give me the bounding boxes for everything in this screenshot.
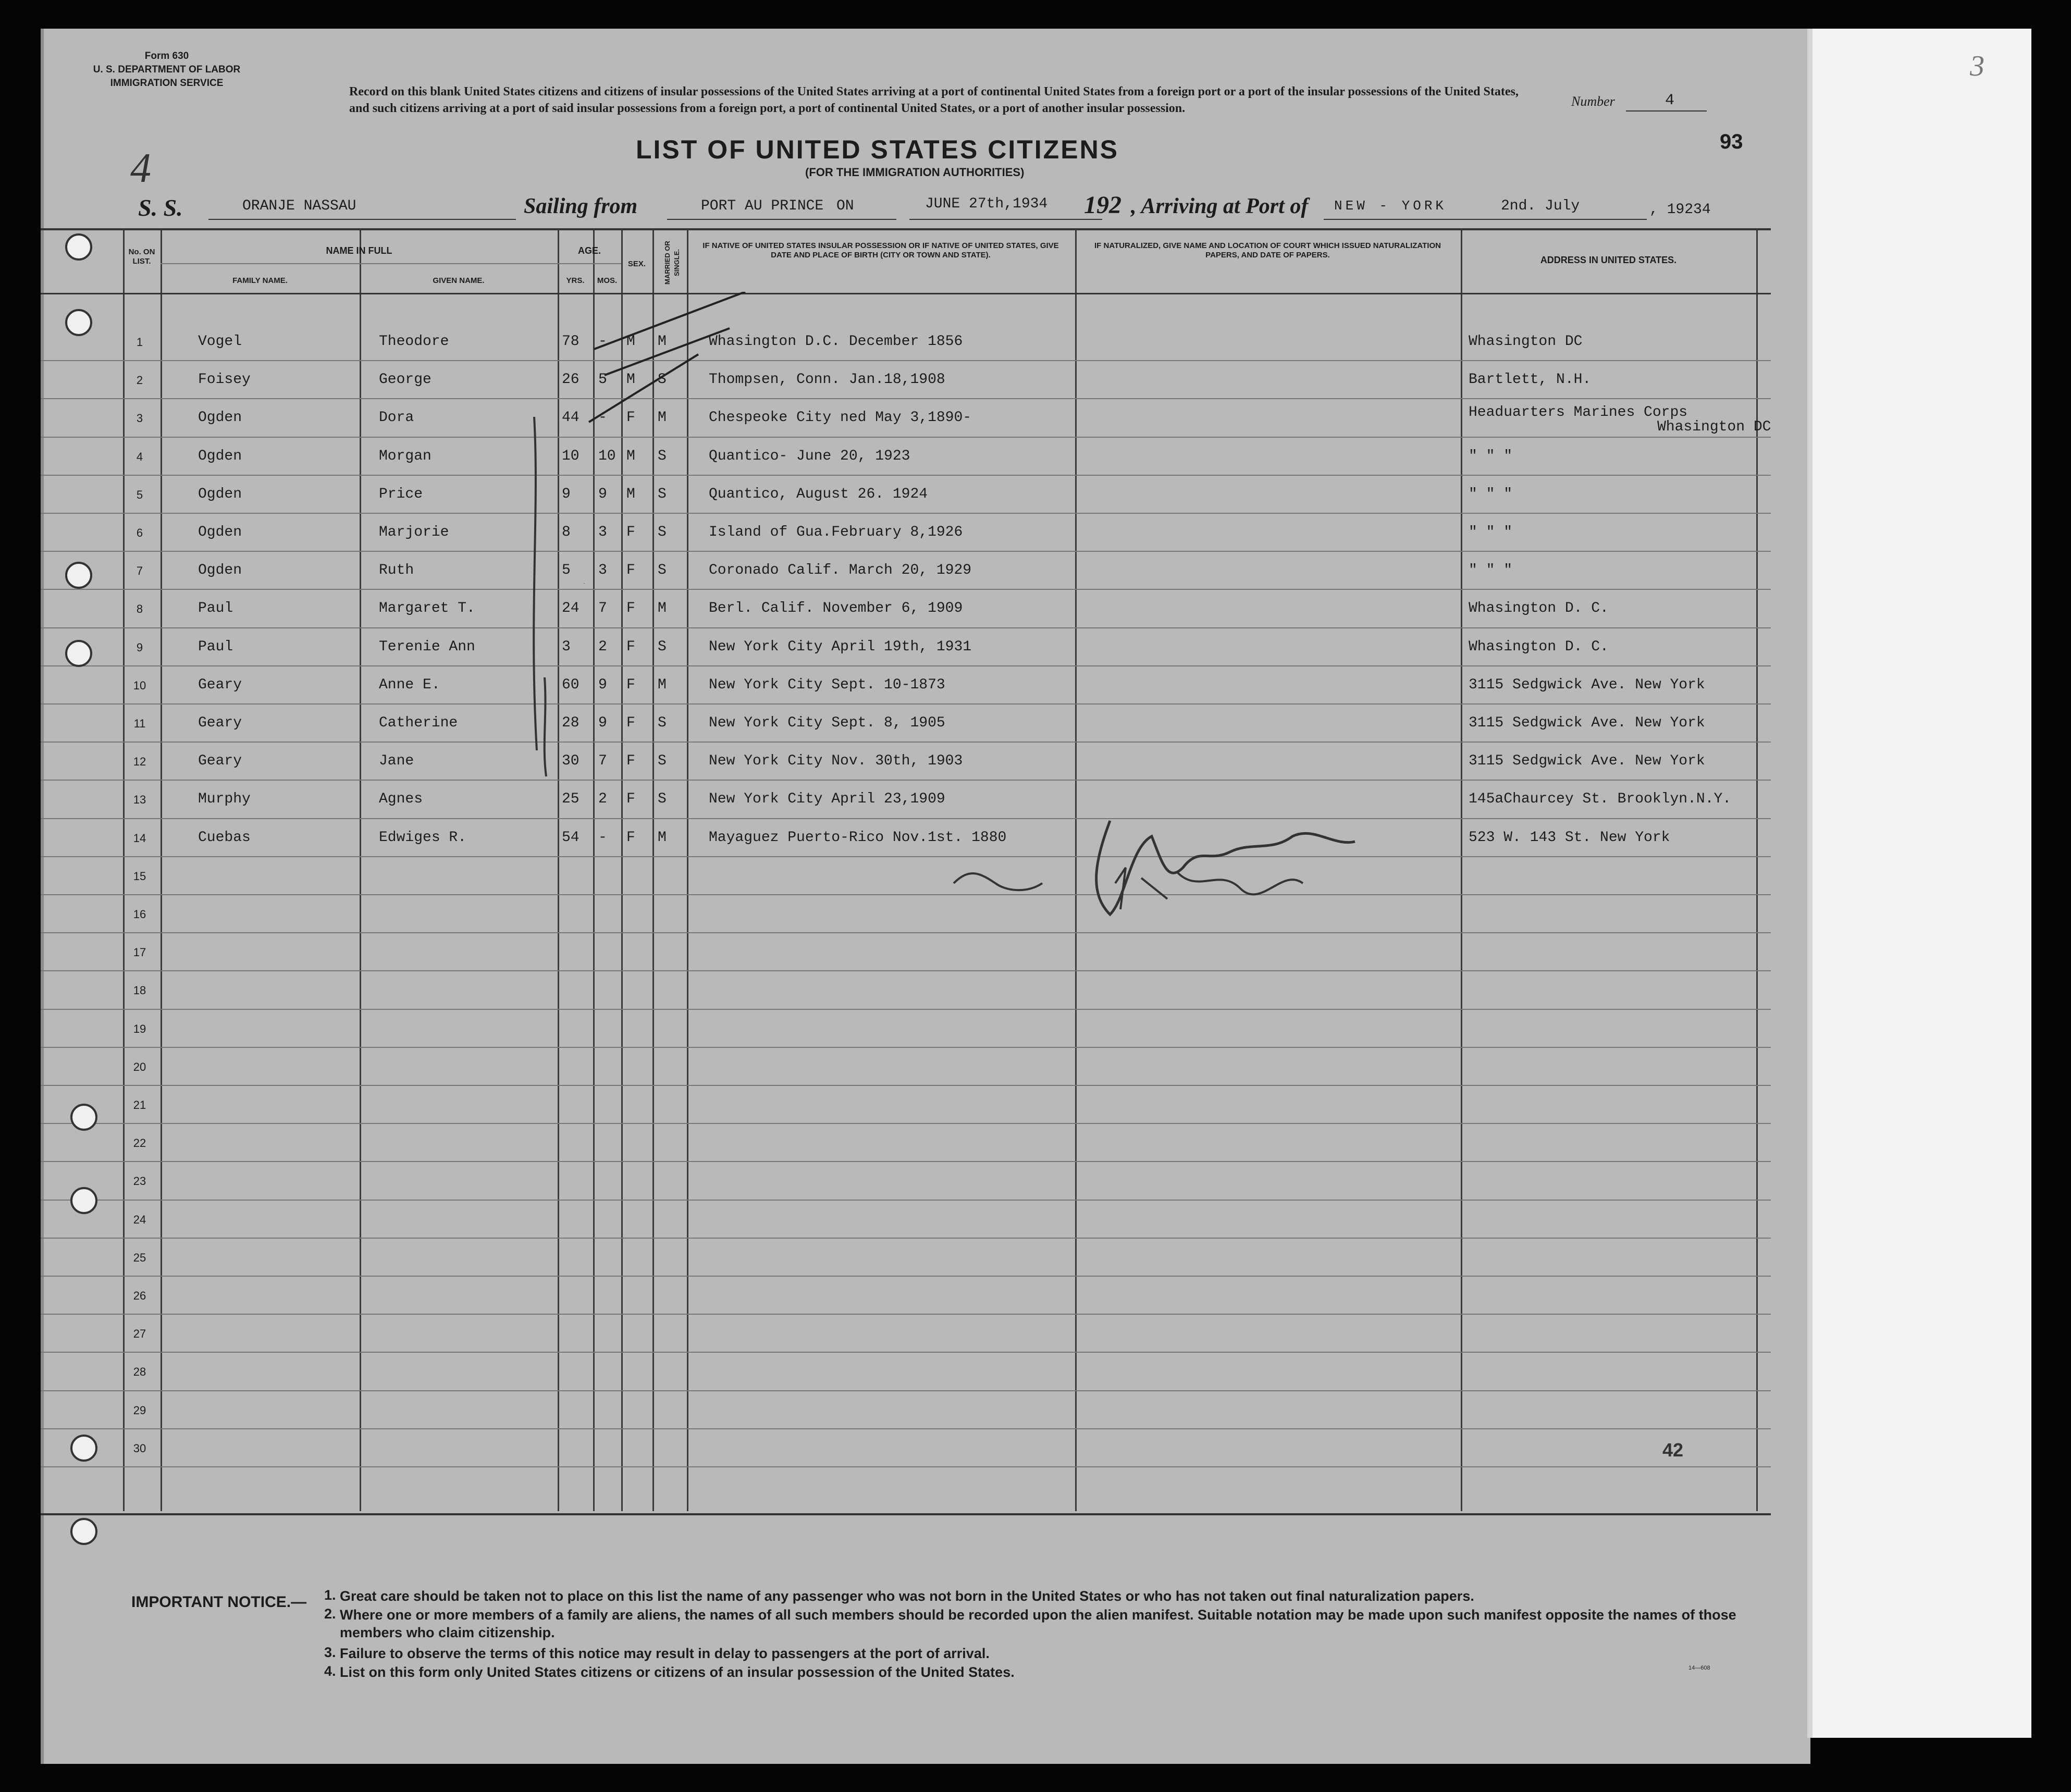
birth-place-date: Thompsen, Conn. Jan.18,1908 <box>709 372 945 388</box>
age-months: - <box>598 410 607 426</box>
number-stamp: 93 <box>1720 130 1743 153</box>
notice-title: IMPORTANT NOTICE.— <box>131 1593 307 1611</box>
family-name: Ogden <box>198 562 242 579</box>
row-number: 26 <box>133 1289 146 1302</box>
sex: F <box>626 676 635 693</box>
family-name: Cuebas <box>198 829 251 846</box>
row-rule <box>41 589 1771 590</box>
ship-underline <box>208 219 516 220</box>
family-name: Geary <box>198 676 242 693</box>
row-number: 9 <box>136 640 143 654</box>
row-number: 28 <box>133 1365 146 1379</box>
age-years: 10 <box>562 448 580 464</box>
birth-place-date: Chespeoke City ned May 3,1890- <box>709 410 972 426</box>
age-months: 2 <box>598 638 607 655</box>
row-number: 25 <box>133 1251 146 1264</box>
birth-place-date: Coronado Calif. March 20, 1929 <box>709 562 972 579</box>
row-rule <box>41 894 1771 895</box>
age-months: 9 <box>598 486 607 502</box>
row-number: 4 <box>136 450 143 463</box>
address: 523 W. 143 St. New York <box>1469 829 1670 846</box>
given-name: Morgan <box>379 448 432 464</box>
address: 145aChaurcey St. Brooklyn.N.Y. <box>1469 791 1732 808</box>
given-name: Anne E. <box>379 676 440 693</box>
age-years: 44 <box>562 410 580 426</box>
row-rule <box>41 703 1771 705</box>
age-months: 5 <box>598 372 607 388</box>
row-rule <box>41 1466 1771 1467</box>
on-label: ON <box>836 198 854 214</box>
binding-hole <box>70 1435 97 1462</box>
header-yrs: YRS. <box>566 276 585 285</box>
row-rule <box>41 1009 1771 1010</box>
arrival-underline <box>1324 219 1647 220</box>
row-number: 29 <box>133 1403 146 1417</box>
address: " " " <box>1469 562 1513 579</box>
row-number: 21 <box>133 1098 146 1111</box>
header-married-or-single: MARRIED OR SINGLE. <box>663 241 681 285</box>
header-no-on-list: No. ON LIST. <box>128 248 155 266</box>
handwritten-check-strokes <box>573 292 750 584</box>
notice-1-number: 1. <box>324 1587 336 1603</box>
binding-hole <box>65 562 92 589</box>
family-name: Geary <box>198 715 242 731</box>
age-months: - <box>598 333 607 350</box>
age-months: - <box>598 829 607 846</box>
arrival-year <box>1649 191 1711 219</box>
family-name: Paul <box>198 600 233 617</box>
arrival-year-prefix: , 192 <box>1649 202 1694 218</box>
address: Headuarters Marines Corps <box>1469 404 1688 421</box>
marital-status: S <box>658 524 667 540</box>
sex: F <box>626 562 635 579</box>
adjacent-page-number: 3 <box>1970 50 1984 82</box>
row-number: 14 <box>133 831 146 845</box>
row-rule <box>41 1161 1771 1162</box>
arriving-label: , Arriving at Port of <box>1131 194 1309 218</box>
marital-status: S <box>658 486 667 502</box>
given-name: George <box>379 372 432 388</box>
birth-place-date: New York City Sept. 8, 1905 <box>709 715 945 731</box>
sex: F <box>626 791 635 808</box>
header-bottom-line <box>41 293 1771 294</box>
notice-2-text: Where one or more members of a family are aliens, the names of all such members should be recorded upon the alien manifest. Suitable notation may be made upon such manifest opposite the names of those members who claim citizenship. <box>340 1607 1736 1640</box>
given-name: Price <box>379 486 423 502</box>
number-value: 4 <box>1665 92 1675 109</box>
row-number: 6 <box>136 526 143 539</box>
age-years: 25 <box>562 791 580 808</box>
age-years: 54 <box>562 829 580 846</box>
row-rule <box>41 856 1771 857</box>
header-subline <box>161 263 558 264</box>
row-rule <box>41 1276 1771 1277</box>
sail-year-prefix: 192 <box>1084 191 1121 219</box>
row-number: 23 <box>133 1175 146 1188</box>
birth-place-date: Quantico- June 20, 1923 <box>709 448 910 464</box>
age-years: 3 <box>562 638 571 655</box>
family-name: Ogden <box>198 524 242 540</box>
row-rule <box>41 1390 1771 1391</box>
row-number: 15 <box>133 869 146 883</box>
page-stamp: 42 <box>1662 1439 1684 1461</box>
address-continuation: Whasington DC <box>1657 419 1771 436</box>
sex: M <box>626 448 635 464</box>
form-identifier <box>89 50 245 90</box>
marital-status: S <box>658 638 667 655</box>
sex: F <box>626 524 635 540</box>
marital-status: S <box>658 562 667 579</box>
row-number: 12 <box>133 755 146 769</box>
row-rule <box>41 1352 1771 1353</box>
arrival-date: 2nd. July <box>1501 198 1580 214</box>
age-months: 2 <box>598 791 607 808</box>
row-rule <box>41 932 1771 933</box>
marital-status: M <box>658 676 667 693</box>
header-subline <box>558 263 621 264</box>
sailing-label: Sailing from <box>524 194 638 218</box>
port-arrival: NEW - YORK <box>1334 198 1447 214</box>
row-rule <box>41 1123 1771 1124</box>
binding-hole <box>70 1518 97 1545</box>
family-name: Paul <box>198 638 233 655</box>
row-number: 13 <box>133 793 146 807</box>
address: " " " <box>1469 448 1513 464</box>
given-name: Theodore <box>379 333 449 350</box>
address: 3115 Sedgwick Ave. New York <box>1469 676 1705 693</box>
age-months: 9 <box>598 676 607 693</box>
notice-3-number: 3. <box>324 1645 336 1660</box>
given-name: Catherine <box>379 715 458 731</box>
address: " " " <box>1469 524 1513 540</box>
age-years: 30 <box>562 753 580 770</box>
row-number: 10 <box>133 678 146 692</box>
age-months: 7 <box>598 753 607 770</box>
family-name: Vogel <box>198 333 242 350</box>
arrival-year-suffix: 34 <box>1693 202 1711 218</box>
row-rule <box>41 398 1771 399</box>
row-rule <box>41 818 1771 819</box>
birth-place-date: Mayaguez Puerto-Rico Nov.1st. 1880 <box>709 829 1007 846</box>
department-name: U. S. DEPARTMENT OF LABOR <box>93 64 241 75</box>
binding-hole <box>65 233 92 261</box>
row-rule <box>41 970 1771 971</box>
marital-status: M <box>658 829 667 846</box>
row-number: 18 <box>133 984 146 997</box>
sex: F <box>626 829 635 846</box>
header-naturalized: IF NATURALIZED, GIVE NAME AND LOCATION OF COURT WHICH ISSUED NATURALIZATION PAPERS, AND DATE OF PAPERS. <box>1094 241 1441 259</box>
handwritten-mark: 4 <box>130 145 151 191</box>
row-rule <box>41 475 1771 476</box>
address: Bartlett, N.H. <box>1469 372 1592 388</box>
header-sex: SEX. <box>627 259 646 268</box>
marital-status: M <box>658 333 667 350</box>
family-name: Foisey <box>198 372 251 388</box>
binding-hole <box>70 1104 97 1131</box>
notice-4-number: 4. <box>324 1663 336 1679</box>
row-number: 8 <box>136 602 143 616</box>
row-rule <box>41 1047 1771 1048</box>
row-rule <box>41 1314 1771 1315</box>
sex: F <box>626 715 635 731</box>
row-rule <box>41 360 1771 361</box>
header-address: ADDRESS IN UNITED STATES. <box>1540 255 1677 265</box>
birth-place-date: New York City April 23,1909 <box>709 791 945 808</box>
given-name: Edwiges R. <box>379 829 467 846</box>
notice-4-text: List on this form only United States citizens or citizens of an insular possession of the United States. <box>340 1664 1015 1680</box>
birth-place-date: New York City April 19th, 1931 <box>709 638 972 655</box>
given-name: Margaret T. <box>379 600 475 617</box>
age-months: 10 <box>598 448 616 464</box>
number-underline <box>1626 110 1707 112</box>
row-number: 5 <box>136 488 143 501</box>
row-rule <box>41 513 1771 514</box>
family-name: Ogden <box>198 410 242 426</box>
service-name: IMMIGRATION SERVICE <box>110 78 224 89</box>
family-name: Geary <box>198 753 242 770</box>
birth-place-date: New York City Nov. 30th, 1903 <box>709 753 963 770</box>
header-family-name: FAMILY NAME. <box>232 276 288 285</box>
age-years: 24 <box>562 600 580 617</box>
row-rule <box>41 437 1771 438</box>
sail-date: JUNE 27th,1934 <box>925 196 1048 212</box>
row-rule <box>41 741 1771 743</box>
header-given-name: GIVEN NAME. <box>433 276 485 285</box>
column-divider <box>161 228 162 1511</box>
address: Whasington D. C. <box>1469 600 1609 617</box>
given-name: Marjorie <box>379 524 449 540</box>
row-rule <box>41 1200 1771 1201</box>
binding-hole <box>65 640 92 667</box>
age-months: 7 <box>598 600 607 617</box>
sex: M <box>626 372 635 388</box>
header-name-in-full: NAME IN FULL <box>326 245 392 256</box>
marital-status: S <box>658 715 667 731</box>
row-number: 2 <box>136 374 143 387</box>
family-name: Murphy <box>198 791 251 808</box>
birth-place-date: Whasington D.C. December 1856 <box>709 333 963 350</box>
form-code: 14—608 <box>1688 1665 1710 1671</box>
binding-hole <box>65 309 92 336</box>
sex: F <box>626 410 635 426</box>
marital-status: S <box>658 372 667 388</box>
header-age: AGE. <box>577 245 601 256</box>
marital-status: S <box>658 791 667 808</box>
birth-place-date: Quantico, August 26. 1924 <box>709 486 928 502</box>
row-number: 3 <box>136 412 143 425</box>
address: 3115 Sedgwick Ave. New York <box>1469 715 1705 731</box>
sex: F <box>626 753 635 770</box>
sail-date-underline <box>909 219 1102 220</box>
row-number: 22 <box>133 1136 146 1150</box>
adjacent-page <box>1807 29 2031 1738</box>
notice-3-text: Failure to observe the terms of this notice may result in delay to passengers at the port of arrival. <box>340 1646 990 1661</box>
row-rule <box>41 665 1771 666</box>
row-number: 1 <box>136 336 143 349</box>
row-number: 20 <box>133 1060 146 1073</box>
birth-place-date: Berl. Calif. November 6, 1909 <box>709 600 963 617</box>
sex: M <box>626 486 635 502</box>
address: Whasington D. C. <box>1469 638 1609 655</box>
given-name: Jane <box>379 753 414 770</box>
row-rule <box>41 1085 1771 1086</box>
header-birth: IF NATIVE OF UNITED STATES INSULAR POSSESSION OR IF NATIVE OF UNITED STATES, GIVE DATE AND PLACE OF BIRTH (CITY OR TOWN AND STATE). <box>702 241 1059 259</box>
notice-2-number: 2. <box>324 1606 336 1622</box>
address: Whasington DC <box>1469 333 1583 350</box>
sex: F <box>626 638 635 655</box>
address: 3115 Sedgwick Ave. New York <box>1469 753 1705 770</box>
form-instructions: Record on this blank United States citizens and citizens of insular possessions of the United States arriving at a port of continental United States from a foreign port or a port of the insular possessions of the United States, and such citizens arriving at a port of said insular possessions from a foreign port, a port of continental United States, or a port of another insular possession. <box>349 85 1519 115</box>
age-years: 9 <box>562 486 571 502</box>
age-years: 60 <box>562 676 580 693</box>
age-months: 3 <box>598 524 607 540</box>
column-divider <box>1461 228 1462 1511</box>
header-mos: MOS. <box>597 276 618 285</box>
family-name: Ogden <box>198 448 242 464</box>
family-name: Ogden <box>198 486 242 502</box>
row-number: 7 <box>136 564 143 578</box>
ship-name: ORANJE NASSAU <box>242 198 356 214</box>
age-years: 26 <box>562 372 580 388</box>
sex: M <box>626 333 635 350</box>
row-rule <box>41 1428 1771 1429</box>
row-number: 11 <box>133 717 146 730</box>
handwritten-bracket <box>532 672 558 782</box>
given-name: Agnes <box>379 791 423 808</box>
inspector-signature <box>938 805 1365 930</box>
birth-place-date: New York City Sept. 10-1873 <box>709 676 945 693</box>
ss-label: S. S. <box>138 194 183 221</box>
row-number: 30 <box>133 1441 146 1455</box>
page-title: LIST OF UNITED STATES CITIZENS <box>636 135 1119 164</box>
sex: F <box>626 600 635 617</box>
given-name: Dora <box>379 410 414 426</box>
column-divider <box>558 228 559 1511</box>
given-name: Terenie Ann <box>379 638 475 655</box>
column-divider <box>360 228 361 1511</box>
age-months: 9 <box>598 715 607 731</box>
birth-place-date: Island of Gua.February 8,1926 <box>709 524 963 540</box>
row-rule <box>41 1238 1771 1239</box>
row-number: 17 <box>133 946 146 959</box>
marital-status: S <box>658 753 667 770</box>
row-number: 19 <box>133 1022 146 1035</box>
number-label: Number <box>1571 94 1615 109</box>
port-from: PORT AU PRINCE <box>701 198 824 214</box>
row-rule <box>41 551 1771 552</box>
notice-1-text: Great care should be taken not to place on this list the name of any passenger who was not born in the United States or who has not taken out final naturalization papers. <box>340 1588 1474 1604</box>
binding-hole <box>70 1187 97 1214</box>
row-rule <box>41 627 1771 628</box>
given-name: Ruth <box>379 562 414 579</box>
age-years: 5 <box>562 562 571 579</box>
address: " " " <box>1469 486 1513 502</box>
age-years: 28 <box>562 715 580 731</box>
port-from-underline <box>667 219 896 220</box>
row-rule <box>41 780 1771 781</box>
age-years: 8 <box>562 524 571 540</box>
row-number: 16 <box>133 908 146 921</box>
row-number: 27 <box>133 1327 146 1341</box>
marital-status: S <box>658 448 667 464</box>
row-number: 24 <box>133 1213 146 1226</box>
marital-status: M <box>658 410 667 426</box>
age-years: 78 <box>562 333 580 350</box>
marital-status: M <box>658 600 667 617</box>
age-months: 3 <box>598 562 607 579</box>
form-number: Form 630 <box>144 51 189 61</box>
page-subtitle: (FOR THE IMMIGRATION AUTHORITIES) <box>805 166 1025 179</box>
